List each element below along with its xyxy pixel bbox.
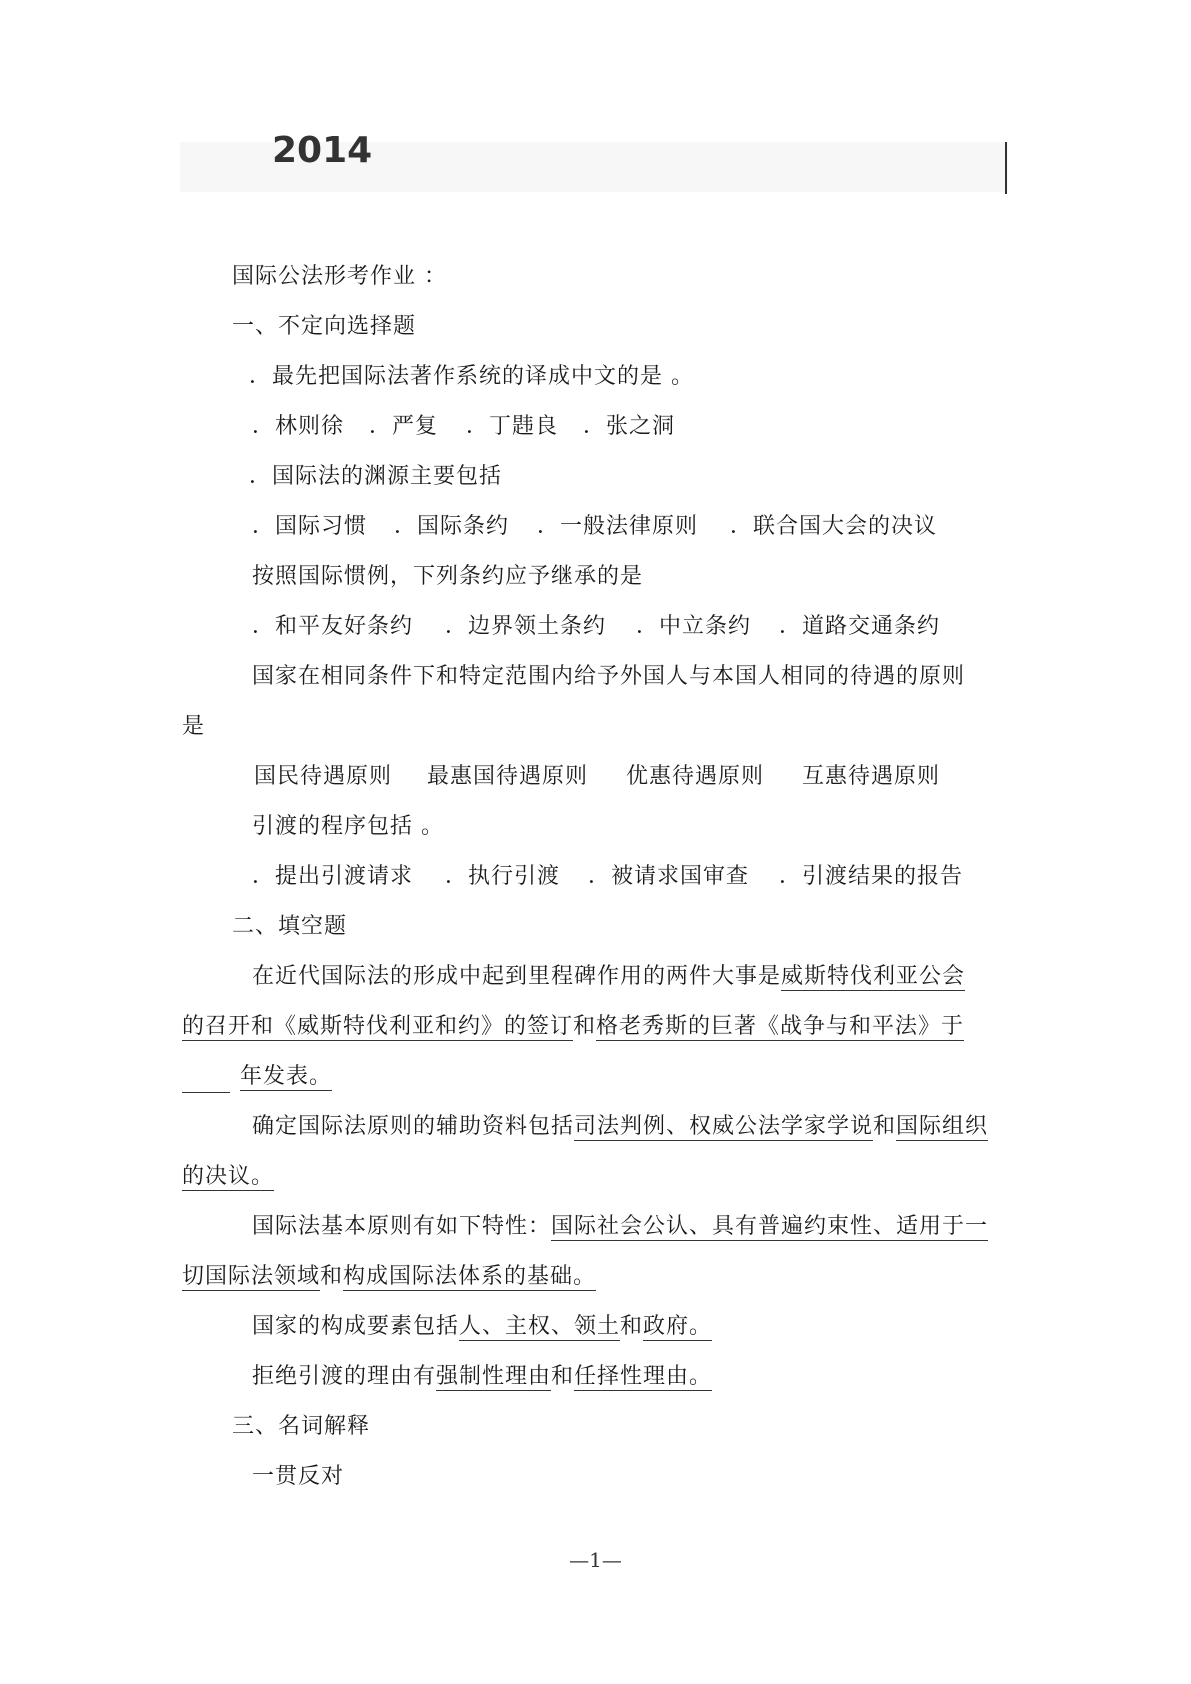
- fill-text: 和: [620, 1314, 644, 1339]
- fill-text: 国家的构成要素包括: [252, 1314, 460, 1339]
- fill-answer: 国际组织: [896, 1114, 989, 1139]
- fill-blank-line: [182, 1012, 964, 1042]
- page-number: —1—: [569, 1548, 622, 1572]
- option: ．严复: [369, 414, 439, 439]
- section-heading: 三、名词解释: [232, 1414, 371, 1439]
- option: ．林则徐: [252, 414, 345, 439]
- fill-blank-line: [252, 1112, 988, 1142]
- option: ．执行引渡: [445, 864, 561, 889]
- fill-blank-line: [252, 1362, 712, 1392]
- question-stem: 国家在相同条件下和特定范围内给予外国人与本国人相同的待遇的原则: [252, 664, 966, 689]
- fill-blank-line: [252, 1312, 712, 1342]
- fill-text: 拒绝引渡的理由有: [252, 1364, 437, 1389]
- option: 优惠待遇原则: [626, 764, 765, 789]
- fill-blank-line: [182, 1262, 596, 1292]
- fill-text: 在近代国际法的形成中起到里程碑作用的两件大事是: [252, 964, 782, 989]
- term-item: 一贯反对: [252, 1464, 345, 1489]
- fill-text: 和: [320, 1264, 344, 1289]
- option: ．国际条约: [394, 514, 510, 539]
- option: ．张之洞: [583, 414, 676, 439]
- fill-answer: 司法判例、权威公法学家学说: [574, 1114, 874, 1139]
- section-heading: 一、不定向选择题: [232, 314, 417, 339]
- fill-answer: 强制性理由: [436, 1364, 552, 1389]
- fill-answer: 年发表。: [240, 1064, 333, 1089]
- fill-answer: 的决议。: [182, 1164, 275, 1189]
- header-year: 2014: [272, 130, 373, 171]
- fill-answer: 政府。: [643, 1314, 713, 1339]
- question-stem: ．最先把国际法著作系统的译成中文的是 。: [249, 364, 694, 389]
- option: ．和平友好条约: [252, 614, 414, 639]
- header-rule: [1005, 142, 1007, 194]
- fill-answer: 人、主权、领土: [459, 1314, 621, 1339]
- option: 国民待遇原则: [254, 764, 393, 789]
- option: ．国际习惯: [252, 514, 368, 539]
- fill-answer: 任择性理由。: [574, 1364, 713, 1389]
- option: 互惠待遇原则: [802, 764, 941, 789]
- question-stem: 按照国际惯例，下列条约应予继承的是: [252, 564, 644, 589]
- fill-answer: 威斯特伐利亚公会: [781, 964, 966, 989]
- option: ．边界领土条约: [445, 614, 607, 639]
- option: ．一般法律原则: [537, 514, 699, 539]
- fill-text: 和: [573, 1014, 597, 1039]
- option: ．联合国大会的决议: [730, 514, 938, 539]
- option: 最惠国待遇原则: [427, 764, 589, 789]
- option: ．中立条约: [636, 614, 752, 639]
- question-stem-continued: 是: [182, 714, 206, 739]
- fill-text: 和: [551, 1364, 575, 1389]
- fill-blank-line: [252, 1212, 988, 1242]
- option: ．丁韪良: [466, 414, 559, 439]
- option: ．提出引渡请求: [252, 864, 414, 889]
- fill-answer: 切国际法领域: [182, 1264, 321, 1289]
- fill-text: 和: [873, 1114, 897, 1139]
- fill-text: 国际法基本原则有如下特性：: [252, 1214, 552, 1239]
- fill-answer: 国际社会公认、具有普遍约束性、适用于一: [551, 1214, 989, 1239]
- fill-text: 确定国际法原则的辅助资料包括: [252, 1114, 575, 1139]
- fill-answer: 的召开和《威斯特伐利亚和约》的签订: [182, 1014, 574, 1039]
- option: ．道路交通条约: [779, 614, 941, 639]
- question-stem: ．国际法的渊源主要包括: [249, 464, 503, 489]
- question-stem: 引渡的程序包括 。: [252, 814, 444, 839]
- document-title: 国际公法形考作业 ：: [232, 264, 447, 289]
- option: ．被请求国审查: [588, 864, 750, 889]
- section-heading: 二、填空题: [232, 914, 348, 939]
- fill-answer: 构成国际法体系的基础。: [343, 1264, 597, 1289]
- option: ．引渡结果的报告: [779, 864, 964, 889]
- fill-answer: 格老秀斯的巨著《战争与和平法》于: [596, 1014, 965, 1039]
- blank-underline: [182, 1092, 230, 1093]
- fill-blank-line: [252, 962, 965, 992]
